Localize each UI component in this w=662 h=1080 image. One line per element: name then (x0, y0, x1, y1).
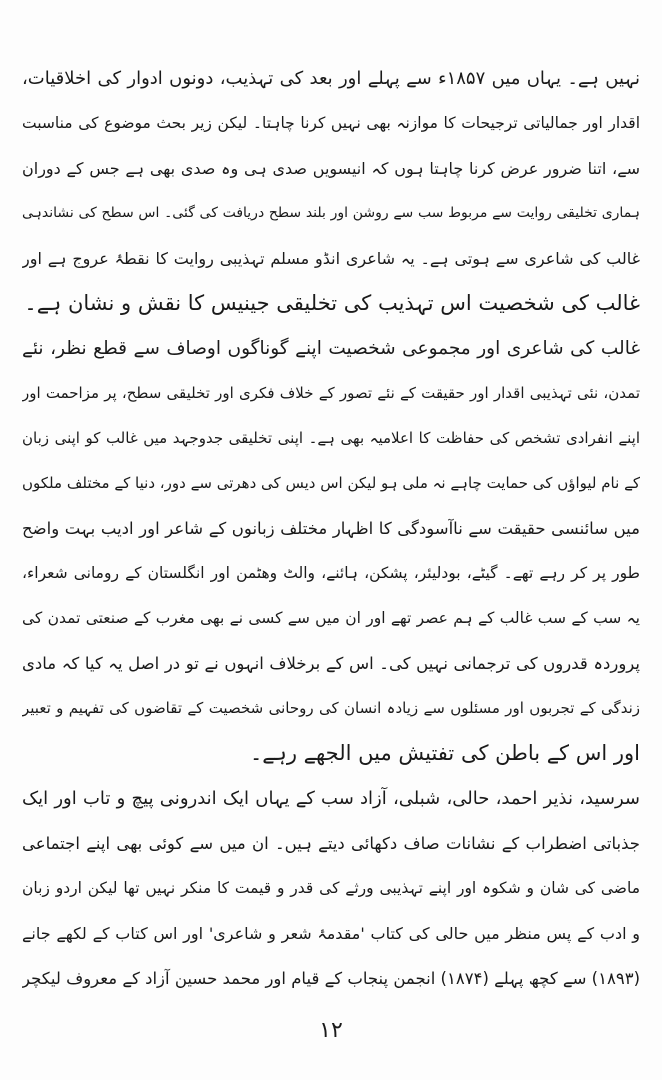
text-line: غالب کی شخصیت اس تہذیب کی تخلیقی جینیس کا نقش و نشان ہے۔ (24, 291, 640, 315)
text-line: میں سائنسی حقیقت سے ناآسودگی کا اظہار مختلف زبانوں کے شاعر اور ادیب بہت واضح (22, 519, 640, 538)
text-line: اپنے انفرادی تشخص کی حفاظت کا اعلامیہ بھی ہے۔ اپنی تخلیقی جدوجہد میں غالب کو اپنی زبان (22, 429, 640, 447)
text-line: و ادب کے پس منظر میں حالی کی کتاب 'مقدمۂ شعر و شاعری' اور اس کتاب کے لکھے جانے (22, 924, 640, 943)
text-line: اقدار اور جمالیاتی ترجیحات کا موازنہ بھی نہیں کرنا چاہتا۔ لیکن زیر بحث موضوع کی مناسبت (22, 114, 640, 132)
page-number: ۱۲ (319, 1018, 343, 1043)
text-line: زندگی کے تجربوں اور مسئلوں سے زیادہ انسان کی روحانی شخصیت کے تقاضوں کی تفہیم و تعبیر (22, 699, 640, 717)
text-line: طور پر کر رہے تھے۔ گیٹے، بودلیئر، پشکن، ہائنے، والٹ وھٹمن اور انگلستان کے رومانی شعراء، (22, 564, 640, 582)
text-line: جذباتی اضطراب کے نشانات صاف دکھائی دیتے ہیں۔ ان میں سے کوئی بھی اپنے اجتماعی (22, 834, 640, 853)
text-line: پروردہ قدروں کی ترجمانی نہیں کی۔ اس کے برخلاف انہوں نے تو در اصل یہ کیا کہ مادی (22, 654, 640, 673)
text-line: سرسید، نذیر احمد، حالی، شبلی، آزاد سب کے یہاں ایک اندرونی پیچ و تاب اور ایک (22, 788, 640, 809)
text-line: نہیں ہے۔ یہاں میں ۱۸۵۷ء سے پہلے اور بعد کی تہذیب، دونوں ادوار کی اخلاقیات، (22, 68, 640, 89)
text-line: غالب کی شاعری اور مجموعی شخصیت اپنے گوناگوں اوصاف سے قطع نظر، نئے (22, 338, 640, 359)
text-line: ہماری تخلیقی روایت سے مربوط سب سے روشن اور بلند سطح دریافت کی گئی۔ اس سطح کی نشاندہی (22, 205, 640, 221)
text-line: ماضی کی شان و شکوہ اور اپنے تہذیبی ورثے کی قدر و قیمت کا منکر نہیں تھا لیکن اردو زبان (22, 879, 640, 897)
body-text (22, 56, 640, 1001)
text-line: (۱۸۹۳) سے کچھ پہلے (۱۸۷۴) انجمن پنجاب کے قیام اور محمد حسین آزاد کے معروف لیکچر (22, 969, 640, 988)
text-line: اور اس کے باطن کی تفتیش میں الجھے رہے۔ (249, 741, 640, 765)
text-line: یہ سب کے سب غالب کے ہم عصر تھے اور ان میں سے کسی نے بھی مغرب کے صنعتی تمدن کی (22, 609, 640, 627)
text-line: غالب کی شاعری سے ہوتی ہے۔ یہ شاعری انڈو مسلم تہذیبی روایت کا نقطۂ عروج ہے اور (22, 249, 640, 268)
text-line: کے نام لیواؤں کی حمایت چاہے نہ ملی ہو لیکن اس دیس کی دھرتی سے دور، دنیا کے مختلف ملکوں (22, 474, 640, 492)
text-line: سے، اتنا ضرور عرض کرنا چاہتا ہوں کہ انیسویں صدی ہی وہ صدی بھی ہے جس کے دوران (22, 159, 640, 178)
text-line: تمدن، نئی تہذیبی اقدار اور حقیقت کے نئے تصور کے خلاف فکری اور تخلیقی سطح، پر مزاحمت اور (22, 384, 640, 402)
